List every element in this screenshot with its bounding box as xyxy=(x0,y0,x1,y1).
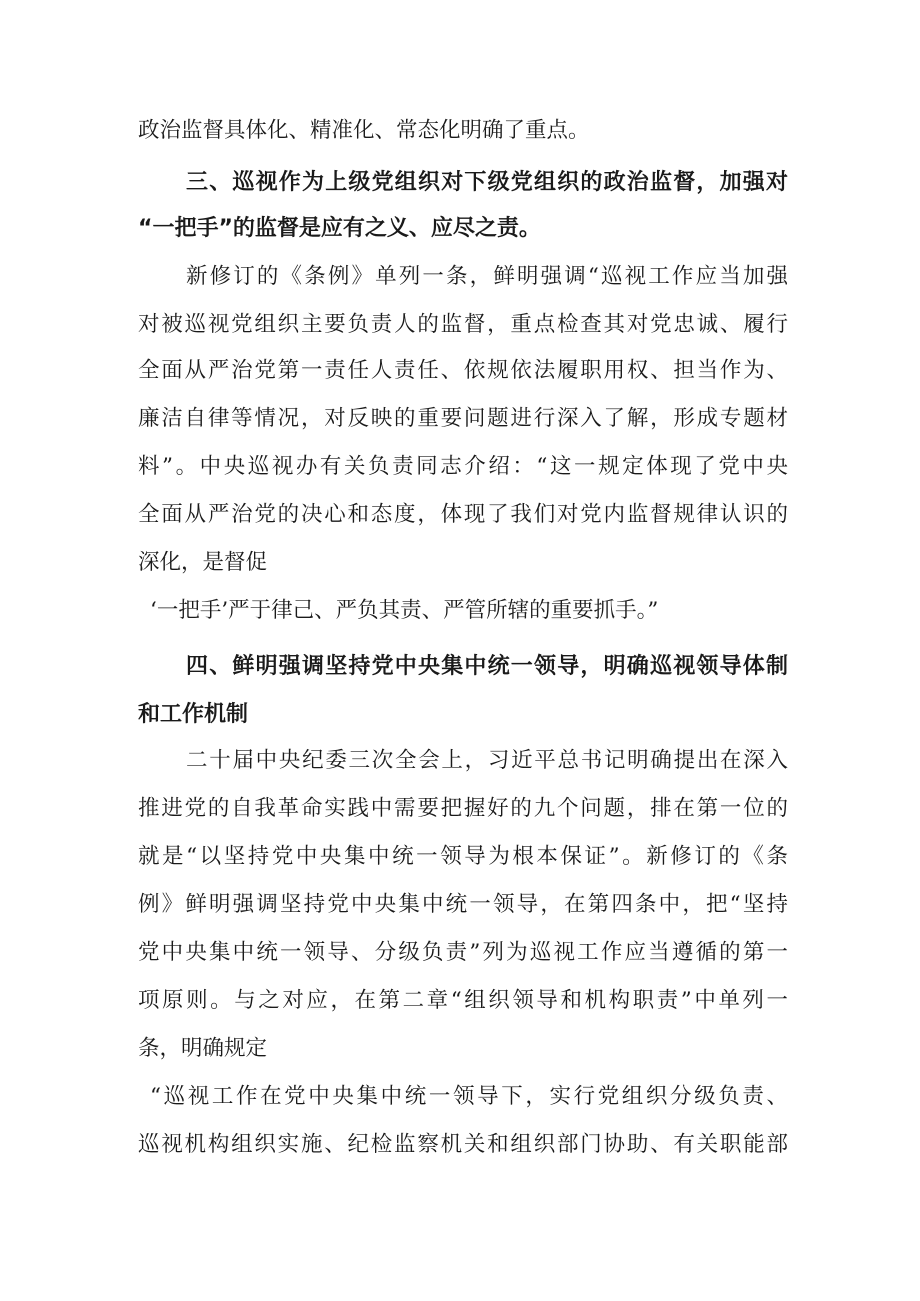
body-line: 廉洁自律等情况，对反映的重要问题进行深入了解，形成专题材 xyxy=(138,406,788,431)
body-line: 二十届中央纪委三次全会上，习近平总书记明确提出在深入 xyxy=(186,748,788,773)
body-line: 推进党的自我革命实践中需要把握好的九个问题，排在第一位的 xyxy=(138,796,788,821)
body-line: 对被巡视党组织主要负责人的监督，重点检查其对党忠诚、履行 xyxy=(138,312,788,337)
quote-line: “巡视工作在党中央集中统一领导下，实行党组织分级负责、 xyxy=(150,1084,788,1109)
section-heading-four: 四、鲜明强调坚持党中央集中统一领导，明确巡视领导体制 xyxy=(186,654,788,679)
body-line: 项原则。与之对应，在第二章“组织领导和机构职责”中单列一 xyxy=(138,988,788,1013)
section-heading-four-cont: 和工作机制 xyxy=(138,702,249,727)
body-line: 条，明确规定 xyxy=(138,1036,268,1061)
body-line: 深化，是督促 xyxy=(138,550,268,575)
body-line: 例》鲜明强调坚持党中央集中统一领导，在第四条中，把“坚持 xyxy=(138,892,788,917)
body-line: 党中央集中统一领导、分级负责”列为巡视工作应当遵循的第一 xyxy=(138,940,788,965)
body-line: 巡视机构组织实施、纪检监察机关和组织部门协助、有关职能部 xyxy=(138,1132,788,1157)
body-line: 料”。中央巡视办有关负责同志介绍：“这一规定体现了党中央 xyxy=(138,454,788,479)
quote-line: ‘一把手’严于律己、严负其责、严管所辖的重要抓手。” xyxy=(150,598,659,623)
body-line: 就是“以坚持党中央集中统一领导为根本保证”。新修订的《条 xyxy=(138,844,788,869)
body-line: 全面从严治党的决心和态度，体现了我们对党内监督规律认识的 xyxy=(138,502,788,527)
section-heading-three: 三、巡视作为上级党组织对下级党组织的政治监督，加强对 xyxy=(186,170,788,195)
body-line: 政治监督具体化、精准化、常态化明确了重点。 xyxy=(138,118,590,143)
body-line: 全面从严治党第一责任人责任、依规依法履职用权、担当作为、 xyxy=(138,358,788,383)
section-heading-three-cont: “一把手”的监督是应有之义、应尽之责。 xyxy=(138,216,541,241)
body-line: 新修订的《条例》单列一条，鲜明强调“巡视工作应当加强 xyxy=(186,264,788,289)
